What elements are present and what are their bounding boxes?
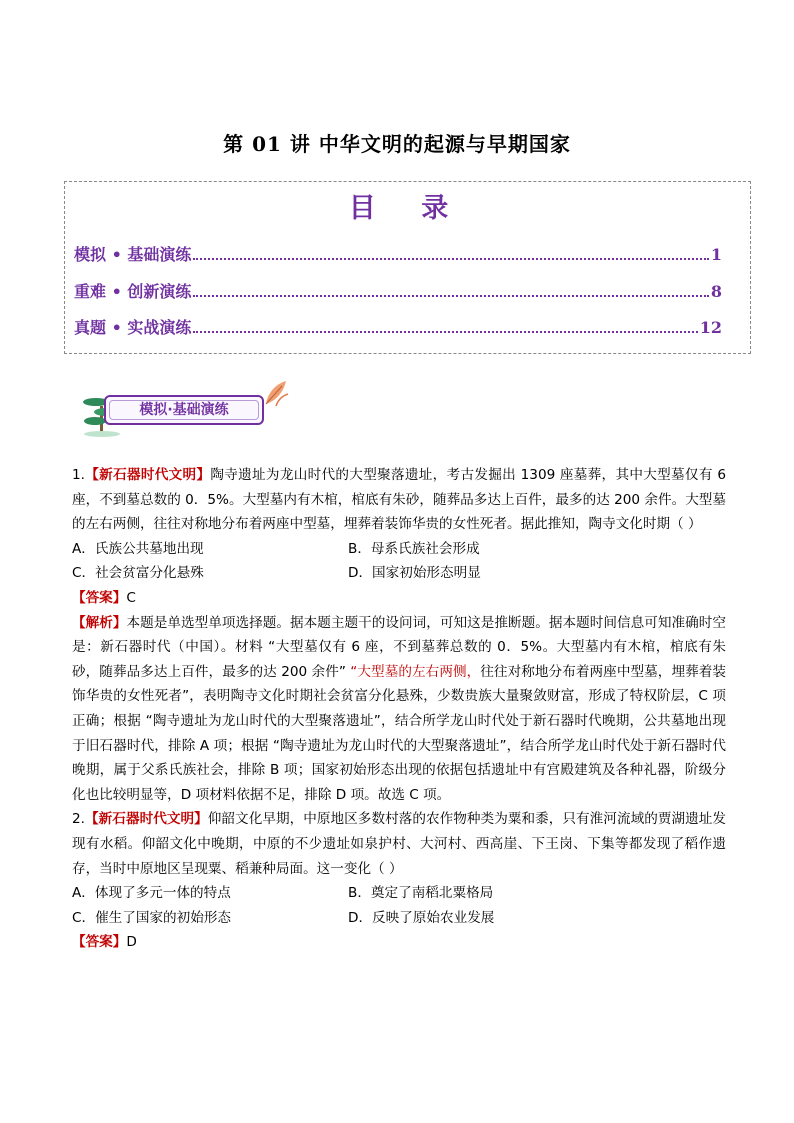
question-2-options-row xyxy=(72,881,726,906)
question-1-stem xyxy=(72,463,726,537)
toc-item-label: 重难 • 创新演练 xyxy=(74,282,192,301)
toc-item[interactable] xyxy=(74,242,722,265)
leaf-icon xyxy=(262,378,290,408)
option-a[interactable]: A．体现了多元一体的特点 xyxy=(72,885,231,902)
answer-value: D xyxy=(126,934,137,951)
question-2-stem xyxy=(72,807,726,881)
analysis-highlight: “大型墓的左右两侧， xyxy=(350,663,481,680)
question-tag: 【新石器时代文明】 xyxy=(84,811,208,828)
toc-heading: 目 录 xyxy=(348,193,467,224)
toc-item-label: 真题 • 实战演练 xyxy=(74,318,192,337)
question-2-options-row xyxy=(72,906,726,931)
option-c[interactable]: C．催生了国家的初始形态 xyxy=(72,909,232,926)
section-banner xyxy=(82,378,292,438)
toc-item-page: 1 xyxy=(710,245,722,264)
toc-item-page: 8 xyxy=(710,282,722,301)
option-d[interactable]: D．国家初始形态明显 xyxy=(348,565,481,582)
toc-leader-dots xyxy=(193,295,708,297)
analysis-label: 【解析】 xyxy=(72,614,127,631)
question-1-options-row xyxy=(72,537,726,562)
option-a[interactable]: A．氏族公共墓地出现 xyxy=(72,540,204,557)
analysis-text-continued: 往往对称地分布着两座中型墓，埋葬着装饰华贵的女性死者”，表明陶寺文化时期社会贫富分化悬殊，少数贵族大量聚敛财富，形成了特权阶层，C 项正确；根据 “陶寺遗址为龙山时代的大型聚落遗址”，结合所学龙山时代处于新石器时代晚期，公共墓地出现于旧石器时代，排除 A 项；根据 “陶寺遗址为龙山时代的大型聚落遗址”，结合所学龙山时代处于新石器时代晚期，属于父系氏族社会，排除 B 项；国家初始形态出现的依据包括遗址中有宫殿建筑及各种礼器，阶级分化也比较明显等，D 项材料依据不足，排除 D 项。故选 C 项。 xyxy=(72,663,727,803)
question-text: 陶寺遗址为龙山时代的大型聚落遗址，考古发掘出 1309 座墓葬，其中大型墓仅有 6 座，不到墓总数的 0．5%。大型墓内有木棺，棺底有朱砂，随葬品多达上百件，最多的达 200 余件。大型墓的左右两侧，往往对称地分布着两座中型墓，埋葬着装饰华贵的女性死者。据此推知，陶寺文化时期（ ） xyxy=(72,467,726,533)
option-d[interactable]: D．反映了原始农业发展 xyxy=(348,909,495,926)
toc-item-label: 模拟 • 基础演练 xyxy=(74,245,192,264)
question-text: 仰韶文化早期，中原地区多数村落的农作物种类为粟和黍，只有淮河流域的贾湖遗址发现有水稻。仰韶文化中晚期，中原的不少遗址如泉护村、大河村、西高崖、下王岗、下集等都发现了稻作遗存，当时中原地区呈现粟、稻兼种局面。这一变化（ ） xyxy=(72,811,727,877)
question-1-analysis xyxy=(72,611,726,808)
question-2-answer xyxy=(72,930,726,955)
toc-leader-dots xyxy=(193,331,697,333)
section-banner-label: 模拟·基础演练 xyxy=(104,395,264,425)
analysis-text: 本题是单选型单项选择题。据本题主题干的设问词，可知这是推断题。据本题时间信息可知准确时空是：新石器时代（中国）。材料 “大型墓仅有 6 座，不到墓葬总数的 0．5%。大型墓内有木棺，棺底有朱砂，随葬品多达上百件，最多的达 200 余件” xyxy=(72,614,727,680)
question-tag: 【新石器时代文明】 xyxy=(84,467,211,483)
toc-leader-dots xyxy=(193,258,708,260)
option-c[interactable]: C．社会贫富分化悬殊 xyxy=(72,565,204,582)
option-b[interactable]: B．奠定了南稻北粟格局 xyxy=(348,885,494,902)
page-title: 第 01 讲 中华文明的起源与早期国家 xyxy=(223,132,571,156)
option-b[interactable]: B．母系氏族社会形成 xyxy=(348,540,480,557)
answer-label: 【答案】 xyxy=(72,934,127,951)
toc-item-page: 12 xyxy=(699,318,722,337)
question-number: 1. xyxy=(72,467,85,483)
toc-item[interactable] xyxy=(74,279,722,302)
question-list xyxy=(72,463,726,955)
question-1-answer xyxy=(72,586,726,611)
question-number: 2. xyxy=(72,811,85,828)
answer-value: C xyxy=(126,589,136,606)
table-of-contents xyxy=(64,181,751,354)
answer-label: 【答案】 xyxy=(72,589,127,606)
toc-item[interactable] xyxy=(74,315,722,338)
question-1-options-row xyxy=(72,561,726,586)
